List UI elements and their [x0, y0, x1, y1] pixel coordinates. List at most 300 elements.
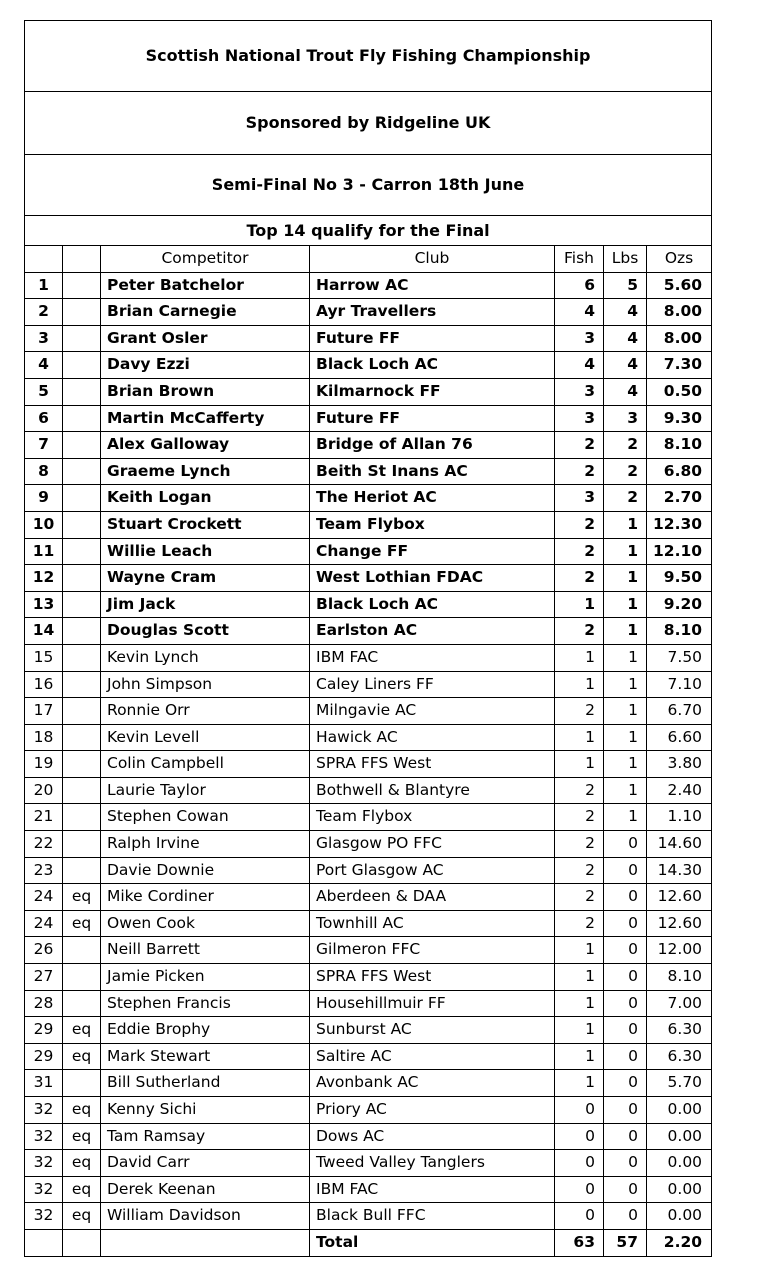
- club-name-cell: IBM FAC: [310, 644, 555, 671]
- club-name-cell: Black Bull FFC: [310, 1203, 555, 1230]
- tie-marker-cell: [63, 511, 101, 538]
- tie-marker-cell: [63, 299, 101, 326]
- lbs-cell: 0: [604, 1176, 647, 1203]
- lbs-cell: 0: [604, 831, 647, 858]
- competitor-name-cell: Stephen Francis: [101, 990, 310, 1017]
- ozs-cell: 9.50: [647, 565, 712, 592]
- ozs-cell: 5.70: [647, 1070, 712, 1097]
- ozs-cell: 0.00: [647, 1203, 712, 1230]
- position-cell: 32: [25, 1150, 63, 1177]
- result-row: [25, 644, 712, 671]
- club-name-cell: Hawick AC: [310, 724, 555, 751]
- club-name-cell: Gilmeron FFC: [310, 937, 555, 964]
- competitor-name-cell: Kevin Lynch: [101, 644, 310, 671]
- fish-count-cell: 1: [555, 1070, 604, 1097]
- competitor-name-cell: Martin McCafferty: [101, 405, 310, 432]
- fish-count-cell: 2: [555, 777, 604, 804]
- result-row: [25, 804, 712, 831]
- tie-marker-cell: [63, 751, 101, 778]
- tie-marker-cell: [63, 538, 101, 565]
- lbs-cell: 2: [604, 458, 647, 485]
- ozs-cell: 6.60: [647, 724, 712, 751]
- club-name-cell: Saltire AC: [310, 1043, 555, 1070]
- fish-count-cell: 2: [555, 538, 604, 565]
- lbs-cell: 0: [604, 857, 647, 884]
- competitor-name-cell: Mark Stewart: [101, 1043, 310, 1070]
- tie-marker-cell: [63, 325, 101, 352]
- result-row: [25, 432, 712, 459]
- competitor-name-cell: Laurie Taylor: [101, 777, 310, 804]
- ozs-cell: 8.00: [647, 299, 712, 326]
- ozs-cell: 2.70: [647, 485, 712, 512]
- position-cell: 32: [25, 1203, 63, 1230]
- fish-count-cell: 1: [555, 937, 604, 964]
- lbs-cell: 1: [604, 751, 647, 778]
- tie-marker-cell: [63, 432, 101, 459]
- position-cell: 7: [25, 432, 63, 459]
- club-name-cell: Townhill AC: [310, 910, 555, 937]
- fish-count-cell: 2: [555, 884, 604, 911]
- fish-count-cell: 1: [555, 964, 604, 991]
- tie-marker-cell: [63, 565, 101, 592]
- ozs-cell: 12.30: [647, 511, 712, 538]
- ozs-cell: 9.30: [647, 405, 712, 432]
- result-row: [25, 698, 712, 725]
- event-title: Semi-Final No 3 - Carron 18th June: [25, 155, 712, 216]
- fish-count-cell: 0: [555, 1203, 604, 1230]
- tie-marker-cell: eq: [63, 884, 101, 911]
- competitor-name-cell: Alex Galloway: [101, 432, 310, 459]
- lbs-cell: 4: [604, 299, 647, 326]
- ozs-cell: 14.60: [647, 831, 712, 858]
- club-name-cell: Change FF: [310, 538, 555, 565]
- total-blank-1: [25, 1229, 63, 1256]
- fish-count-cell: 2: [555, 458, 604, 485]
- club-name-cell: Team Flybox: [310, 804, 555, 831]
- competitor-name-cell: Kenny Sichi: [101, 1097, 310, 1124]
- result-row: [25, 352, 712, 379]
- competitor-name-cell: Colin Campbell: [101, 751, 310, 778]
- competitor-name-cell: Wayne Cram: [101, 565, 310, 592]
- lbs-cell: 0: [604, 1123, 647, 1150]
- header-fish: Fish: [555, 246, 604, 273]
- competitor-name-cell: Jim Jack: [101, 591, 310, 618]
- result-row: [25, 1203, 712, 1230]
- column-header-row: [25, 246, 712, 273]
- tie-marker-cell: eq: [63, 1203, 101, 1230]
- result-row: [25, 378, 712, 405]
- club-name-cell: Earlston AC: [310, 618, 555, 645]
- tie-marker-cell: [63, 485, 101, 512]
- tie-marker-cell: [63, 272, 101, 299]
- tie-marker-cell: [63, 405, 101, 432]
- position-cell: 4: [25, 352, 63, 379]
- ozs-cell: 0.00: [647, 1097, 712, 1124]
- tie-marker-cell: [63, 671, 101, 698]
- club-name-cell: Glasgow PO FFC: [310, 831, 555, 858]
- competitor-name-cell: Eddie Brophy: [101, 1017, 310, 1044]
- position-cell: 24: [25, 884, 63, 911]
- fish-count-cell: 6: [555, 272, 604, 299]
- result-row: [25, 937, 712, 964]
- position-cell: 32: [25, 1176, 63, 1203]
- competitor-name-cell: John Simpson: [101, 671, 310, 698]
- club-name-cell: Future FF: [310, 325, 555, 352]
- ozs-cell: 8.00: [647, 325, 712, 352]
- club-name-cell: Caley Liners FF: [310, 671, 555, 698]
- ozs-cell: 1.10: [647, 804, 712, 831]
- fish-count-cell: 3: [555, 405, 604, 432]
- club-name-cell: Beith St Inans AC: [310, 458, 555, 485]
- fish-count-cell: 2: [555, 910, 604, 937]
- club-name-cell: Harrow AC: [310, 272, 555, 299]
- ozs-cell: 6.70: [647, 698, 712, 725]
- fish-count-cell: 2: [555, 618, 604, 645]
- position-cell: 5: [25, 378, 63, 405]
- position-cell: 32: [25, 1123, 63, 1150]
- ozs-cell: 8.10: [647, 964, 712, 991]
- ozs-cell: 5.60: [647, 272, 712, 299]
- championship-title: Scottish National Trout Fly Fishing Championship: [25, 21, 712, 92]
- lbs-cell: 1: [604, 538, 647, 565]
- result-row: [25, 724, 712, 751]
- total-row: [25, 1229, 712, 1256]
- header-lbs: Lbs: [604, 246, 647, 273]
- tie-marker-cell: eq: [63, 910, 101, 937]
- competitor-name-cell: Willie Leach: [101, 538, 310, 565]
- fish-count-cell: 0: [555, 1176, 604, 1203]
- tie-marker-cell: eq: [63, 1043, 101, 1070]
- result-row: [25, 910, 712, 937]
- competitor-name-cell: Keith Logan: [101, 485, 310, 512]
- fish-count-cell: 1: [555, 1017, 604, 1044]
- competitor-name-cell: Kevin Levell: [101, 724, 310, 751]
- fish-count-cell: 1: [555, 591, 604, 618]
- lbs-cell: 1: [604, 724, 647, 751]
- competitor-name-cell: Ralph Irvine: [101, 831, 310, 858]
- result-row: [25, 538, 712, 565]
- ozs-cell: 0.50: [647, 378, 712, 405]
- ozs-cell: 12.60: [647, 884, 712, 911]
- lbs-cell: 0: [604, 1070, 647, 1097]
- club-name-cell: Bothwell & Blantyre: [310, 777, 555, 804]
- lbs-cell: 1: [604, 565, 647, 592]
- result-row: [25, 405, 712, 432]
- fish-count-cell: 0: [555, 1097, 604, 1124]
- position-cell: 14: [25, 618, 63, 645]
- tie-marker-cell: [63, 804, 101, 831]
- total-lbs: 57: [604, 1229, 647, 1256]
- lbs-cell: 1: [604, 777, 647, 804]
- result-row: [25, 618, 712, 645]
- total-blank-3: [101, 1229, 310, 1256]
- fish-count-cell: 1: [555, 751, 604, 778]
- ozs-cell: 6.30: [647, 1017, 712, 1044]
- tie-marker-cell: [63, 378, 101, 405]
- tie-marker-cell: [63, 458, 101, 485]
- competitor-name-cell: Davie Downie: [101, 857, 310, 884]
- tie-marker-cell: eq: [63, 1017, 101, 1044]
- competitor-name-cell: Brian Brown: [101, 378, 310, 405]
- tie-marker-cell: [63, 591, 101, 618]
- position-cell: 15: [25, 644, 63, 671]
- lbs-cell: 0: [604, 1203, 647, 1230]
- position-cell: 3: [25, 325, 63, 352]
- result-row: [25, 751, 712, 778]
- fish-count-cell: 0: [555, 1123, 604, 1150]
- club-name-cell: Househillmuir FF: [310, 990, 555, 1017]
- results-sheet: [24, 20, 711, 1257]
- lbs-cell: 1: [604, 804, 647, 831]
- fish-count-cell: 1: [555, 644, 604, 671]
- fish-count-cell: 1: [555, 1043, 604, 1070]
- club-name-cell: Dows AC: [310, 1123, 555, 1150]
- result-row: [25, 777, 712, 804]
- result-row: [25, 485, 712, 512]
- result-row: [25, 671, 712, 698]
- ozs-cell: 0.00: [647, 1176, 712, 1203]
- result-row: [25, 299, 712, 326]
- lbs-cell: 1: [604, 591, 647, 618]
- header-position-blank: [25, 246, 63, 273]
- position-cell: 29: [25, 1043, 63, 1070]
- club-name-cell: Team Flybox: [310, 511, 555, 538]
- competitor-name-cell: Graeme Lynch: [101, 458, 310, 485]
- lbs-cell: 0: [604, 964, 647, 991]
- lbs-cell: 1: [604, 511, 647, 538]
- ozs-cell: 3.80: [647, 751, 712, 778]
- competitor-name-cell: Owen Cook: [101, 910, 310, 937]
- club-name-cell: Aberdeen & DAA: [310, 884, 555, 911]
- ozs-cell: 8.10: [647, 432, 712, 459]
- fish-count-cell: 4: [555, 352, 604, 379]
- competitor-name-cell: Stuart Crockett: [101, 511, 310, 538]
- competitor-name-cell: Stephen Cowan: [101, 804, 310, 831]
- club-name-cell: SPRA FFS West: [310, 751, 555, 778]
- position-cell: 22: [25, 831, 63, 858]
- club-name-cell: IBM FAC: [310, 1176, 555, 1203]
- fish-count-cell: 2: [555, 857, 604, 884]
- ozs-cell: 7.50: [647, 644, 712, 671]
- position-cell: 10: [25, 511, 63, 538]
- tie-marker-cell: [63, 857, 101, 884]
- competitor-name-cell: Ronnie Orr: [101, 698, 310, 725]
- result-row: [25, 1017, 712, 1044]
- position-cell: 18: [25, 724, 63, 751]
- competitor-name-cell: Douglas Scott: [101, 618, 310, 645]
- ozs-cell: 12.00: [647, 937, 712, 964]
- lbs-cell: 1: [604, 644, 647, 671]
- position-cell: 26: [25, 937, 63, 964]
- header-eq-blank: [63, 246, 101, 273]
- competitor-name-cell: Jamie Picken: [101, 964, 310, 991]
- position-cell: 31: [25, 1070, 63, 1097]
- ozs-cell: 7.00: [647, 990, 712, 1017]
- tie-marker-cell: [63, 831, 101, 858]
- tie-marker-cell: [63, 777, 101, 804]
- lbs-cell: 0: [604, 937, 647, 964]
- tie-marker-cell: [63, 964, 101, 991]
- lbs-cell: 2: [604, 432, 647, 459]
- lbs-cell: 0: [604, 990, 647, 1017]
- qualification-note: Top 14 qualify for the Final: [25, 216, 712, 246]
- lbs-cell: 0: [604, 884, 647, 911]
- tie-marker-cell: eq: [63, 1150, 101, 1177]
- result-row: [25, 272, 712, 299]
- fish-count-cell: 3: [555, 378, 604, 405]
- club-name-cell: West Lothian FDAC: [310, 565, 555, 592]
- position-cell: 2: [25, 299, 63, 326]
- lbs-cell: 0: [604, 1017, 647, 1044]
- ozs-cell: 8.10: [647, 618, 712, 645]
- ozs-cell: 2.40: [647, 777, 712, 804]
- ozs-cell: 9.20: [647, 591, 712, 618]
- total-blank-2: [63, 1229, 101, 1256]
- lbs-cell: 4: [604, 325, 647, 352]
- fish-count-cell: 2: [555, 804, 604, 831]
- fish-count-cell: 2: [555, 432, 604, 459]
- position-cell: 20: [25, 777, 63, 804]
- result-row: [25, 1176, 712, 1203]
- lbs-cell: 0: [604, 1043, 647, 1070]
- ozs-cell: 7.10: [647, 671, 712, 698]
- club-name-cell: Black Loch AC: [310, 352, 555, 379]
- fish-count-cell: 1: [555, 671, 604, 698]
- competitor-name-cell: Davy Ezzi: [101, 352, 310, 379]
- result-row: [25, 565, 712, 592]
- lbs-cell: 4: [604, 378, 647, 405]
- result-row: [25, 990, 712, 1017]
- result-row: [25, 591, 712, 618]
- position-cell: 24: [25, 910, 63, 937]
- ozs-cell: 0.00: [647, 1150, 712, 1177]
- fish-count-cell: 2: [555, 698, 604, 725]
- position-cell: 27: [25, 964, 63, 991]
- position-cell: 13: [25, 591, 63, 618]
- tie-marker-cell: [63, 990, 101, 1017]
- competitor-name-cell: Grant Osler: [101, 325, 310, 352]
- club-name-cell: Sunburst AC: [310, 1017, 555, 1044]
- club-name-cell: The Heriot AC: [310, 485, 555, 512]
- sponsor-line: Sponsored by Ridgeline UK: [25, 92, 712, 155]
- fish-count-cell: 2: [555, 511, 604, 538]
- result-row: [25, 1150, 712, 1177]
- lbs-cell: 1: [604, 671, 647, 698]
- tie-marker-cell: [63, 937, 101, 964]
- position-cell: 11: [25, 538, 63, 565]
- result-row: [25, 325, 712, 352]
- club-name-cell: SPRA FFS West: [310, 964, 555, 991]
- competitor-name-cell: William Davidson: [101, 1203, 310, 1230]
- tie-marker-cell: [63, 352, 101, 379]
- total-ozs: 2.20: [647, 1229, 712, 1256]
- fish-count-cell: 1: [555, 724, 604, 751]
- position-cell: 9: [25, 485, 63, 512]
- position-cell: 32: [25, 1097, 63, 1124]
- position-cell: 12: [25, 565, 63, 592]
- position-cell: 6: [25, 405, 63, 432]
- competitor-name-cell: David Carr: [101, 1150, 310, 1177]
- position-cell: 28: [25, 990, 63, 1017]
- position-cell: 23: [25, 857, 63, 884]
- position-cell: 16: [25, 671, 63, 698]
- tie-marker-cell: [63, 1070, 101, 1097]
- lbs-cell: 0: [604, 1150, 647, 1177]
- competitor-name-cell: Tam Ramsay: [101, 1123, 310, 1150]
- tie-marker-cell: eq: [63, 1123, 101, 1150]
- fish-count-cell: 4: [555, 299, 604, 326]
- lbs-cell: 0: [604, 1097, 647, 1124]
- position-cell: 29: [25, 1017, 63, 1044]
- tie-marker-cell: [63, 618, 101, 645]
- lbs-cell: 3: [604, 405, 647, 432]
- result-row: [25, 857, 712, 884]
- fish-count-cell: 0: [555, 1150, 604, 1177]
- tie-marker-cell: eq: [63, 1176, 101, 1203]
- tie-marker-cell: eq: [63, 1097, 101, 1124]
- fish-count-cell: 2: [555, 565, 604, 592]
- club-name-cell: Avonbank AC: [310, 1070, 555, 1097]
- club-name-cell: Ayr Travellers: [310, 299, 555, 326]
- position-cell: 19: [25, 751, 63, 778]
- result-row: [25, 1043, 712, 1070]
- competitor-name-cell: Derek Keenan: [101, 1176, 310, 1203]
- club-name-cell: Milngavie AC: [310, 698, 555, 725]
- ozs-cell: 6.30: [647, 1043, 712, 1070]
- ozs-cell: 0.00: [647, 1123, 712, 1150]
- tie-marker-cell: [63, 724, 101, 751]
- position-cell: 21: [25, 804, 63, 831]
- lbs-cell: 1: [604, 698, 647, 725]
- total-label: Total: [310, 1229, 555, 1256]
- lbs-cell: 0: [604, 910, 647, 937]
- result-row: [25, 1070, 712, 1097]
- club-name-cell: Future FF: [310, 405, 555, 432]
- fish-count-cell: 3: [555, 325, 604, 352]
- header-competitor: Competitor: [101, 246, 310, 273]
- competitor-name-cell: Neill Barrett: [101, 937, 310, 964]
- result-row: [25, 964, 712, 991]
- result-row: [25, 1097, 712, 1124]
- competitor-name-cell: Mike Cordiner: [101, 884, 310, 911]
- result-row: [25, 511, 712, 538]
- lbs-cell: 5: [604, 272, 647, 299]
- header-club: Club: [310, 246, 555, 273]
- competitor-name-cell: Brian Carnegie: [101, 299, 310, 326]
- lbs-cell: 1: [604, 618, 647, 645]
- header-ozs: Ozs: [647, 246, 712, 273]
- position-cell: 17: [25, 698, 63, 725]
- ozs-cell: 7.30: [647, 352, 712, 379]
- club-name-cell: Tweed Valley Tanglers: [310, 1150, 555, 1177]
- fish-count-cell: 3: [555, 485, 604, 512]
- club-name-cell: Port Glasgow AC: [310, 857, 555, 884]
- ozs-cell: 6.80: [647, 458, 712, 485]
- ozs-cell: 12.60: [647, 910, 712, 937]
- result-row: [25, 1123, 712, 1150]
- result-row: [25, 458, 712, 485]
- ozs-cell: 12.10: [647, 538, 712, 565]
- results-table: [24, 20, 712, 1257]
- lbs-cell: 2: [604, 485, 647, 512]
- result-row: [25, 884, 712, 911]
- competitor-name-cell: Peter Batchelor: [101, 272, 310, 299]
- fish-count-cell: 1: [555, 990, 604, 1017]
- competitor-name-cell: Bill Sutherland: [101, 1070, 310, 1097]
- ozs-cell: 14.30: [647, 857, 712, 884]
- fish-count-cell: 2: [555, 831, 604, 858]
- club-name-cell: Bridge of Allan 76: [310, 432, 555, 459]
